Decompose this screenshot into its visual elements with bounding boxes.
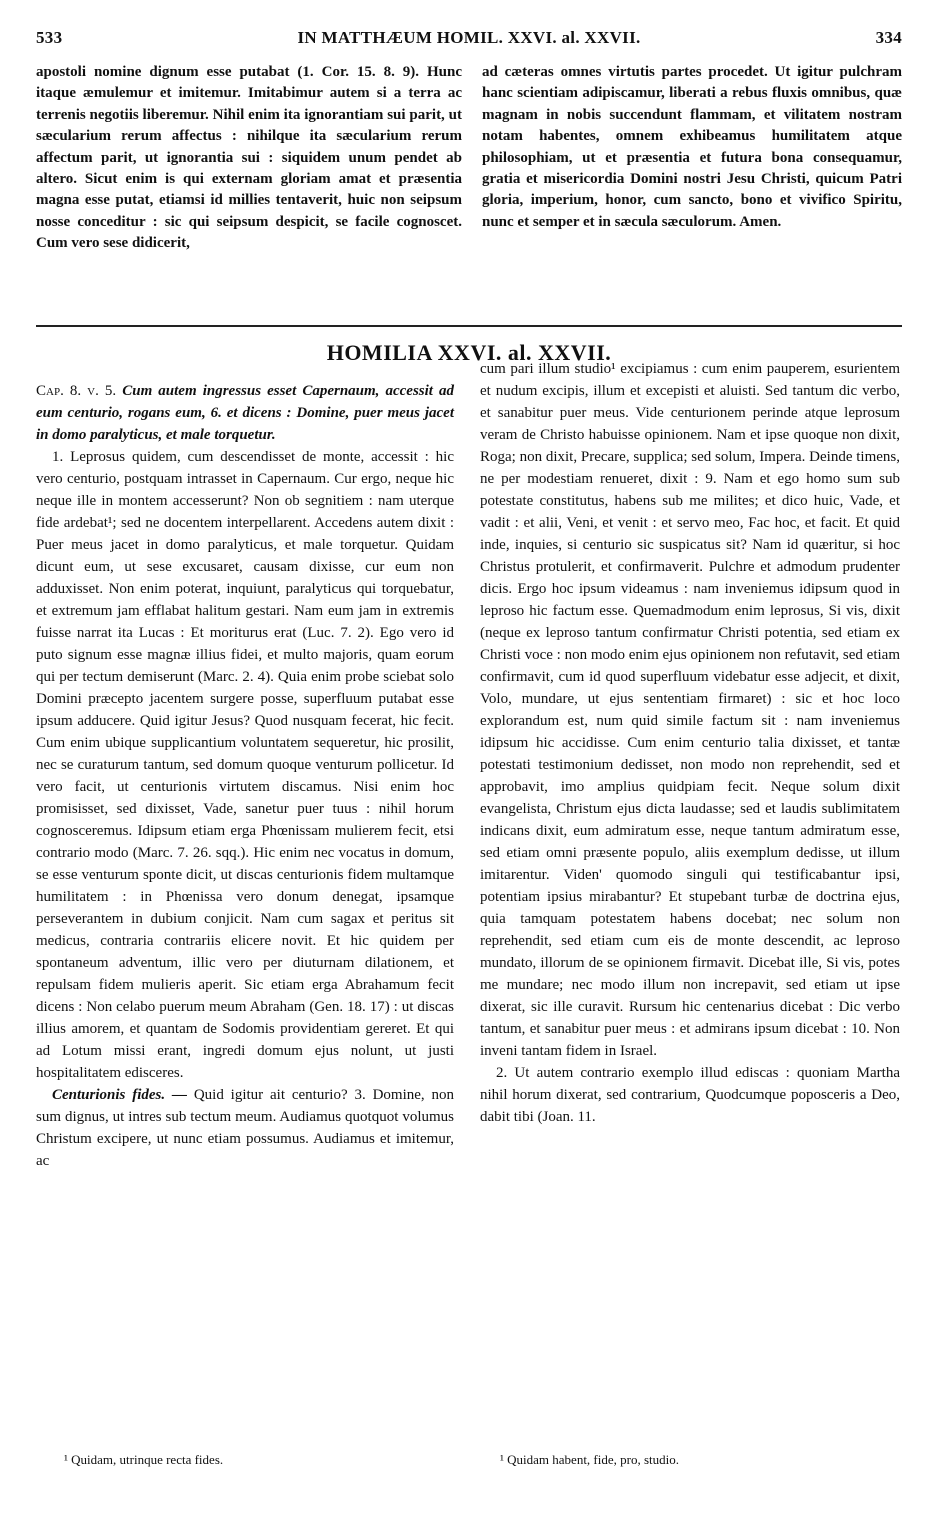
- left-paragraph-2: [36, 1084, 454, 1172]
- main-left-column: [36, 380, 454, 1172]
- top-right-column: [482, 62, 902, 233]
- page-number-right: 334: [875, 28, 902, 47]
- running-title: IN MATTHÆUM HOMIL. XXVI. al. XXVII.: [297, 28, 641, 47]
- top-left-text: apostoli nomine dignum esse putabat (1. Cor. 15. 8. 9). Hunc itaque æmulemur et imitemur. Imitabimur autem si a terra ac terrenis negotiis liberemur. Nihil enim ita ignorantiam sui parit, ut sæcularium rerum affectus : nihilque ita sæcularium rerum affectum parit, ut ignorantia sui : siquidem unum pendet ab altero. Sicut enim is qui externam gloriam amat et præsentia magna esse putat, etiamsi id millies tentaverit, huic non seipsum nosse conceditur : sic qui seipsum despicit, se facile cognoscet. Cum vero sese didicerit,: [36, 64, 462, 252]
- chapter-label: Cap. 8. v. 5.: [36, 383, 117, 399]
- right-paragraph-1: cum pari illum studio¹ excipiamus : cum enim pauperem, esurientem et nudum excipis, illum et excepisti et aluisti. Sed tantum dic verbo, et sanabitur puer meus. Vide centurionem perinde atque leprosum veram de Christo habuisse opinionem. Nam et ipse quoque non dixit, Roga; non dixit, Precare, supplica; sed solum, Impera. Deinde timens, ne per modestiam renueret, dixit : 9. Nam et ego homo sum sub potestate constitutus, habens sub me milites; et dico huic, Vade, et vadit : et alii, Veni, et venit : et servo meo, Fac hoc, et facit. Et quid inde, inquies, si centurio sic suspicatus sit? Nam id quæritur, si hoc Christus protulerit, et confirmaverit. Pulchre et admodum prudenter dicis. Ergo hoc ipsum videamus : nam inveniemus idipsum quod in leproso hic factum esse. Quemadmodum enim leprosus, Si vis, dixit (neque ex leproso tantum confirmatur Christi potentia, sed etiam ex Christi voce : non modo enim ejus opinionem non refutavit, sed etiam confirmavit, cum id quod superfluum videbatur esse adjecit, et dixit, Volo, mundare, ut ejus sententiam firmaret) : sic et hoc loco explorandum est, num quid simile factum sit : nam inveniemus idipsum hic accidisse. Cum enim centurio talia dixisset, et tantæ potestati testimonium dedisset, non modo non reprehendit, sed et approbavit, imo amplius quidpiam fecit. Neque solum dixit evangelista, Christum ejus dicta laudasse; sed et laudis sublimitatem indicans dixit, eum admiratum esse, neque tantum admiratum esse, sed etiam omni præsente populo, aliis exemplum dedisse, ut illum imitarentur. Viden' quomodo singuli qui testificabantur ipsi, potentiam ipsius mirabantur? Et stupebant turbæ de doctrina ejus, quia tamquam potestatem habens docebat; nec solum non reprehendit, sed etiam cum eis de monte descendit, ac leproso mundato, illorum de se opinionem firmavit. Dicebat ille, Si vis, potes me mundare; nec modo illum non increpavit, sed etiam ut ipse dixerat, sic ille curavit. Rursum hic centenarius dicebat : Dic verbo tantum, et sanabitur puer meus : et admirans ipsum dicebat : 10. Non inveni tantam fidem in Israel.: [480, 361, 900, 1059]
- left-paragraph-1: 1. Leprosus quidem, cum descendisset de monte, accessit : hic vero centurio, postquam intrasset in Capernaum. Cur ergo, neque hic neque ille in montem accesserunt? Non ob segnitiem : nam uterque fide ardebat¹; sed ne docentem interpellarent. Accedens autem dixit : Puer meus jacet in domo paralyticus, et male torquetur. Quidam dicunt eum, ut sese excusaret, causam dixisse, cur eum non adduxisset. Non enim poterat, inquiunt, paralyticus qui torquebatur, et extremum jam efflabat halitum gestari. Nam eum jam in extremis fuisse narrat ita Lucas : Et moriturus erat (Luc. 7. 2). Ego vero id puto signum esse magnæ illius fidei, et multo majoris, quam eorum qui per tectum demiserunt (Marc. 2. 4). Quia enim probe sciebat solo Domini præcepto jacentem surgere posse, superfluum putabat esse ipsum adducere. Quid igitur Jesus? Quod nusquam fecerat, hic fecit. Cum enim ubique supplicantium voluntatem sequeretur, hic prosilit, nec se curaturum tantum, sed domum quoque venturum pollicetur. Id vero facit, ut centurionis virtutem discamus. Nisi enim hoc promisisset, sed dixisset, Vade, sanetur puer tuus : nihil horum cognosceremus. Idipsum etiam erga Phœnissam mulierem fecit, etsi contrario modo (Marc. 7. 26. sqq.). Hic enim nec vocatus in domum, se esse venturum sponte dicit, ut discas centurionis fidem multamque humilitatem : in Phœnissa vero donum denegat, ipsamque perseverantem in dubium conjicit. Nam cum sagax et peritus sit medicus, contraria contrariis elicere novit. Et hic quidem per spontaneum adventum, illic vero per diuturnam dilationem, et repulsam fidem mulieris aperit. Sic etiam erga Abrahamum fecit dicens : Non celabo puerum meum Abraham (Gen. 18. 17) : ut discas illius amorem, et quantam de Sodomis providentiam gereret. Et qui ad Lotum missi erant, ingredi domum ejus nolunt, ut justi hospitalitatem edisceres.: [36, 449, 454, 1081]
- chapter-verse-text: Cum autem ingressus esset Capernaum, accessit ad eum centurio, rogans eum, 6. et dicens : Domine, puer meus jacet in domo paralyticus, et male torquetur.: [36, 383, 455, 443]
- homily-title: HOMILIA XXVI. al. XXVII.: [326, 340, 612, 365]
- right-paragraph-2: 2. Ut autem contrario exemplo illud ediscas : quoniam Martha nihil horum dixerat, sed contrarium, Quodcumque poposceris a Deo, dabit tibi (Joan. 11.: [480, 1065, 900, 1125]
- section-divider: [36, 325, 902, 327]
- footnote-left: ¹ Quidam, utrinque recta fides.: [64, 1452, 224, 1467]
- top-left-column: [36, 62, 462, 255]
- top-right-text: ad cæteras omnes virtutis partes procedet. Ut igitur pulchram hanc scientiam adipiscamur, liberati a rebus fluxis omnibus, quæ magnam in nobis succendunt flammam, et vilitatem nostram notam habentes, omnem exhibeamus humilitatem atque philosophiam, ut et præsentia et futura bona consequamur, gratia et misericordia Domini nostri Jesu Christi, quicum Patri gloria, imperium, honor, cum sancto, bono et vivifico Spiritu, nunc et semper et in sæcula sæculorum. Amen.: [482, 64, 902, 230]
- section-heading: Centurionis fides. —: [52, 1087, 187, 1103]
- running-header: [36, 28, 902, 54]
- chapter-citation: [36, 380, 454, 446]
- footnote-right: ¹ Quidam habent, fide, pro, studio.: [500, 1452, 680, 1467]
- page-number-left: 533: [36, 28, 63, 47]
- main-right-column: [480, 358, 900, 1128]
- left-paragraph-2-text: Quid igitur ait centurio? 3. Domine, non sum dignus, ut intres sub tectum meum. Audiamus quotquot volumus Christum excipere, ut nunc etiam possumus. Audiamus et imitemur, ac: [36, 1087, 454, 1169]
